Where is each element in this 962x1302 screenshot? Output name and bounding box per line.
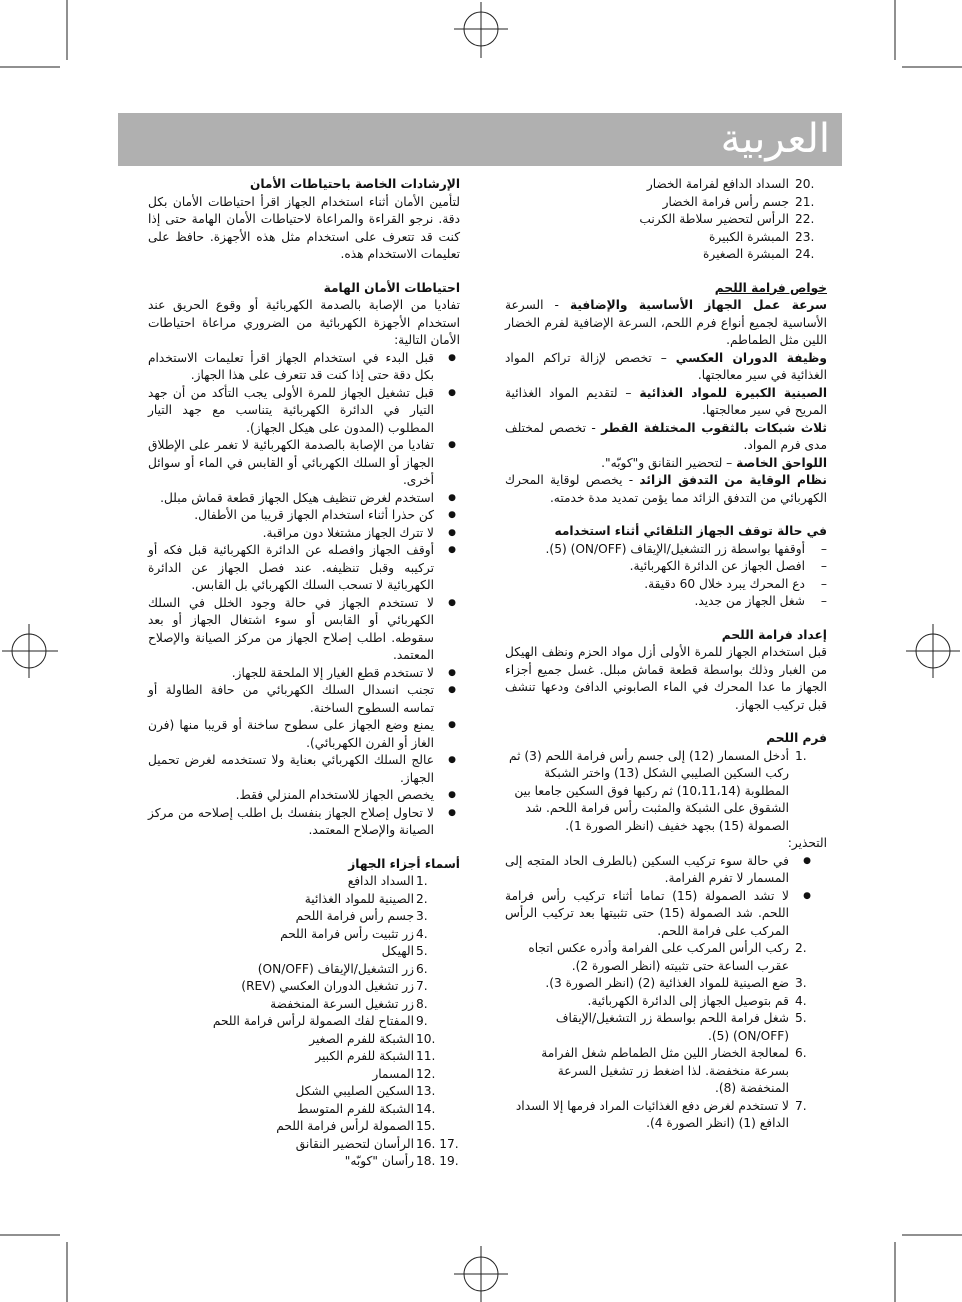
feature-item: اللواحق الخاصة – لتحضير النقانق و"كوبّه". [601, 455, 827, 470]
list-item: ● استخدم لغرض تنظيف هيكل الجهاز قطعة قماش مبلل. [148, 490, 434, 508]
item-text: أدخل المسمار (12) إلى جسم رأس فرامة اللحم (3) ثم ركب السكين الصليبي الشكل (13) واختر الشبكة المطلوبة (10،11،14) ثم ركبها فوق السكين جامعا بين الشقوق على الشبكة والمثبت رأس فرامة اللحم. شد الصمولة (15) بجهد خفيف (انظر الصورة 1). [509, 748, 789, 833]
list-item: ● لا تستخدم الجهاز في حالة وجود الخلل في السلك الكهربائي أو القابس أو سوء اشتغال الجهاز أو بعد سقوطه. اطلب إصلاح الجهاز من مركز الصيانة والإصلاح المعتمد. [148, 595, 434, 665]
list-item [148, 1136, 459, 1154]
list-item [148, 943, 428, 961]
parts-list-continued [505, 176, 827, 264]
item-text: قم بتوصيل الجهاز إلى الدائرة الكهربائية. [587, 993, 789, 1008]
item-number: 6. [795, 1046, 807, 1060]
item-number: 5. [795, 1011, 807, 1025]
list-item [148, 996, 428, 1014]
list-item [505, 211, 815, 229]
item-text: المبشرة الصغيرة [702, 247, 789, 261]
list-item: ● لا تحاول إصلاح الجهاز بنفسك بل اطلب إصلاحه من مركز الصيانة والإصلاح المعتمد. [148, 805, 434, 840]
list-item: ● قبل البدء في استخدام الجهاز اقرأ تعليمات الاستخدام بكل دقة حتى إذا كنت قد تتعرف على هذا الجهاز. [148, 350, 434, 385]
list-item [148, 891, 428, 909]
list-item [148, 1153, 459, 1171]
list-item: – أوقفها بواسطة زر التشغيل/الإيقاف (ON/OFF) (5). [505, 541, 805, 559]
right-column [505, 176, 827, 1142]
item-number: 3. [416, 909, 428, 923]
item-text: المسمار [372, 1066, 414, 1081]
item-text: زر تشغيل الدوران العكسي (REV) [241, 979, 414, 993]
feature-item: ثلاث شبكات بالثقوب المختلفة القطر - تخصص لمختلف مدى فرم المواد. [505, 420, 827, 452]
item-text: السداد الدافع لفرامة الخضار [646, 177, 789, 191]
list-item [505, 194, 815, 212]
list-item [148, 926, 428, 944]
item-text: ركب الرأس المركب على الفرامة وأدره عكس اتجاه عقرب الساعة حتى تثبيته (انظر الصورة 2). [528, 941, 789, 973]
list-item: ● كن حذرا أثناء استخدام الجهاز قريبا من الأطفال. [148, 507, 434, 525]
list-item: ● لا تستخدم قطع الغيار إلا الملحقة للجهاز. [148, 665, 434, 683]
feature-item: نظام الوقاية من التدفق الزائد - يخصص لوقاية المحرك الكهربائي من التدفق الزائد مما يؤمن تمديد مدة خدمته. [505, 473, 827, 505]
warning-list [505, 853, 827, 941]
warning-label: التحذير: [787, 836, 827, 850]
parts-heading: أسماء أجزاء الجهاز [348, 856, 460, 871]
list-item [148, 1013, 428, 1031]
item-text: الرأس لتحضير سلاطة الكرنب [639, 212, 789, 226]
item-text: لمعالجة الخضار اللين مثل الطماطم شغل الفرامة بسرعة منخفضة. لذا اضغط زر تشغيل السرعة المنخفضة (8). [541, 1046, 789, 1095]
item-number: 9. [416, 1014, 428, 1028]
list-item [148, 961, 428, 979]
list-item [148, 978, 428, 996]
item-number: 20. [795, 177, 815, 191]
list-item [505, 975, 807, 993]
item-text: زر تشغيل السرعة المنخفضة [270, 996, 414, 1011]
list-item [148, 1118, 436, 1136]
list-item: ● قبل تشغيل الجهاز للمرة الأولى يجب التأكد من أن جهد التيار في الدائرة الكهربائية يتناسب مع جهد التيار المطلوب (المدون على هيكل الجهاز). [148, 385, 434, 438]
list-item [148, 873, 428, 891]
list-item [148, 1031, 436, 1049]
item-text: لا تستخدم لغرض دفع الغذائيات المراد فرمها إلا السداد الدافع (1) (انظر الصورة 4). [515, 1098, 789, 1130]
list-item [505, 993, 807, 1011]
list-item [148, 1101, 436, 1119]
list-item: ● تفاديا من الإصابة بالصدمة الكهربائية لا تغمر على الإطلاق الجهاز أو السلك الكهربائي أو القابس في الماء أو سوائل أخرى. [148, 437, 434, 490]
parts-list [148, 873, 460, 1171]
item-text: الشبكة للفرم المتوسط [297, 1101, 414, 1116]
list-item: ● في حالة سوء تركيب السكين (بالطرف الحاد المتجه إلى المسمار لا تفرم الفرامة. [505, 853, 789, 888]
item-number: 18. 19. [416, 1154, 459, 1168]
item-text: جسم رأس فرامة الخضار [662, 194, 789, 209]
list-item [148, 1066, 436, 1084]
important-safety-text: تفاديا من الإصابة بالصدمة الكهربائية أو وقوع الحريق عند استخدام الأجهزة الكهربائية من الضروري مراعاة احتياطات الأمان التالية: [148, 298, 460, 347]
list-item: – دع المحرك يبرد خلال 60 دقيقة. [505, 576, 805, 594]
list-item: ● يخصص الجهاز للاستخدام المنزلي فقط. [148, 787, 434, 805]
item-number: 15. [416, 1119, 436, 1133]
list-item [505, 246, 815, 264]
item-number: 11. [416, 1049, 436, 1063]
feature-item: سرعة عمل الجهاز الأساسية والإضافية - السرعة الأساسية لجميع أنواع فرم اللحم، السرعة الإضافية لفرم الخضار اللين مثل الطماطم. [505, 298, 827, 347]
item-number: 1. [795, 748, 807, 763]
item-text: زر تثبيت رأس فرامة اللحم [280, 926, 414, 941]
item-text: المبشرة الكبيرة [709, 229, 789, 244]
list-item [148, 1048, 436, 1066]
list-item: – شغل الجهاز من جديد. [505, 593, 805, 611]
item-text: الصمولة لرأس فرامة اللحم [276, 1119, 414, 1133]
preparation-heading: إعداد فرامة اللحم [721, 627, 827, 642]
item-number: 2. [795, 941, 807, 955]
list-item [505, 229, 815, 247]
safety-rules-list [148, 350, 460, 840]
item-text: المفتاح لفك الصمولة لرأس فرامة اللحم [212, 1014, 414, 1028]
item-number: 1. [416, 874, 428, 888]
list-item [505, 940, 807, 975]
mincing-heading: فرم اللحم [766, 731, 827, 745]
list-item: ● تجنب انسدال السلك الكهربائي من حافة الطاولة أو تماسه السطوح الساخنة. [148, 682, 434, 717]
feature-item: وظيفة الدوران العكسي – تخصص لإزالة تراكم المواد الغذائية في سير معالجتها. [505, 350, 827, 382]
left-column [148, 176, 460, 1180]
item-text: الشبكة للفرم الصغير [309, 1031, 414, 1046]
list-item: – افصل الجهاز عن الدائرة الكهربائية. [505, 558, 805, 576]
item-number: 23. [795, 229, 815, 244]
language-header-bar [118, 113, 842, 166]
mincing-step-list [505, 748, 827, 836]
item-number: 24. [795, 247, 815, 261]
item-number: 22. [795, 212, 815, 226]
list-item [505, 1010, 807, 1045]
mincing-steps-list [505, 940, 827, 1133]
item-number: 10. [416, 1031, 436, 1046]
item-number: 7. [416, 979, 428, 993]
item-number: 7. [795, 1098, 807, 1113]
auto-stop-heading: في حالة توقف الجهاز التلقائي أثناء استخدامه [554, 524, 827, 538]
safety-text: لتأمين الأمان أثناء استخدام الجهاز اقرأ احتياطات الأمان بكل دقة. نرجو القراءة والمراعاة لاحتياطات الأمان الهامة حتى إذا كنت قد تتعرف على استخدام مثل هذه الأجهزة. حافظ على تعليمات الاستخدام هذه. [148, 194, 460, 261]
item-text: زر التشغيل/الإيقاف (ON/OFF) [257, 961, 414, 976]
item-number: 6. [416, 961, 428, 976]
item-text: جسم رأس فرامة اللحم [295, 909, 414, 923]
feature-item: الصينية الكبيرة للمواد الغذائية – لتقديم المواد الغذائية المريح في سير معالجتها. [505, 385, 828, 417]
item-number: 8. [416, 996, 428, 1011]
item-number: 5. [416, 944, 428, 958]
item-number: 12. [416, 1066, 436, 1081]
item-number: 4. [795, 993, 807, 1008]
list-item [505, 1045, 807, 1098]
item-number: 3. [795, 976, 807, 990]
list-item [505, 1098, 807, 1133]
list-item: ● أوقف الجهاز وافصله عن الدائرة الكهربائية قبل فكه أو تركيبه وقبل تنظيفه. عند فصل الجهاز عن الدائرة الكهربائية لا تسحب السلك الكهربائي بل القابس. [148, 542, 434, 595]
list-item: ● لا تترك الجهاز مشتغلا دون مراقبة. [148, 525, 434, 543]
list-item: ● يمنع وضع الجهاز على سطوح ساخنة أو قريبا منها (فرن الغاز أو الفرن الكهربائي). [148, 717, 434, 752]
item-number: 13. [416, 1084, 436, 1098]
features-heading: خواص فرامة اللحم [714, 280, 827, 295]
list-item: ● عالج السلك الكهربائي بعناية ولا تستخدمه لغرض تحميل الجهاز. [148, 752, 434, 787]
item-text: السكين الصليبي الشكل [295, 1084, 414, 1098]
list-item [148, 1083, 436, 1101]
safety-heading: الإرشادات الخاصة باحتياطات الأمان [249, 177, 460, 191]
item-number: 4. [416, 926, 428, 941]
item-number: 16. 17. [416, 1136, 459, 1151]
item-text: الصينية للمواد الغذائية [304, 891, 414, 906]
item-text: السداد الدافع [347, 874, 414, 888]
auto-stop-list [505, 541, 827, 611]
item-number: 21. [795, 194, 815, 209]
item-number: 14. [416, 1101, 436, 1116]
list-item [505, 748, 807, 836]
important-safety-heading: احتياطات الأمان الهامة [323, 280, 460, 295]
list-item: ● لا تشد الصمولة (15) تماما أثناء تركيب رأس فرامة اللحم. شد الصمولة (15) حتى تثبيتها بعد تركيب الرأس المركب على فرامة اللحم. [505, 888, 789, 941]
item-text: رأسان "كوبّه" [344, 1154, 414, 1168]
list-item [148, 908, 428, 926]
list-item [505, 176, 815, 194]
item-text: شغل فرامة اللحم بواسطة زر التشغيل/الإيقاف (ON/OFF) (5). [555, 1011, 789, 1043]
item-number: 2. [416, 891, 428, 906]
item-text: الهيكل [381, 944, 414, 958]
item-text: الرأسان لتحضير النقانق [295, 1136, 414, 1151]
item-text: الشبكة للفرم الكبير [315, 1049, 414, 1063]
item-text: ضع الصينية للمواد الغذائية (2) (انظر الصورة 3). [545, 976, 789, 990]
header-title: العربية [720, 116, 830, 162]
preparation-text: قبل استخدام الجهاز للمرة الأولى أزل مواد الحزم ونظف الهيكل من الغبار وذلك بواسطة قطعة قماش مبلل. غسل جميع أجزاء الجهاز ما عدا المحرك في الماء الصابوني الدافئ ودعها تنشف قبل تركيب الجهاز. [505, 645, 827, 712]
